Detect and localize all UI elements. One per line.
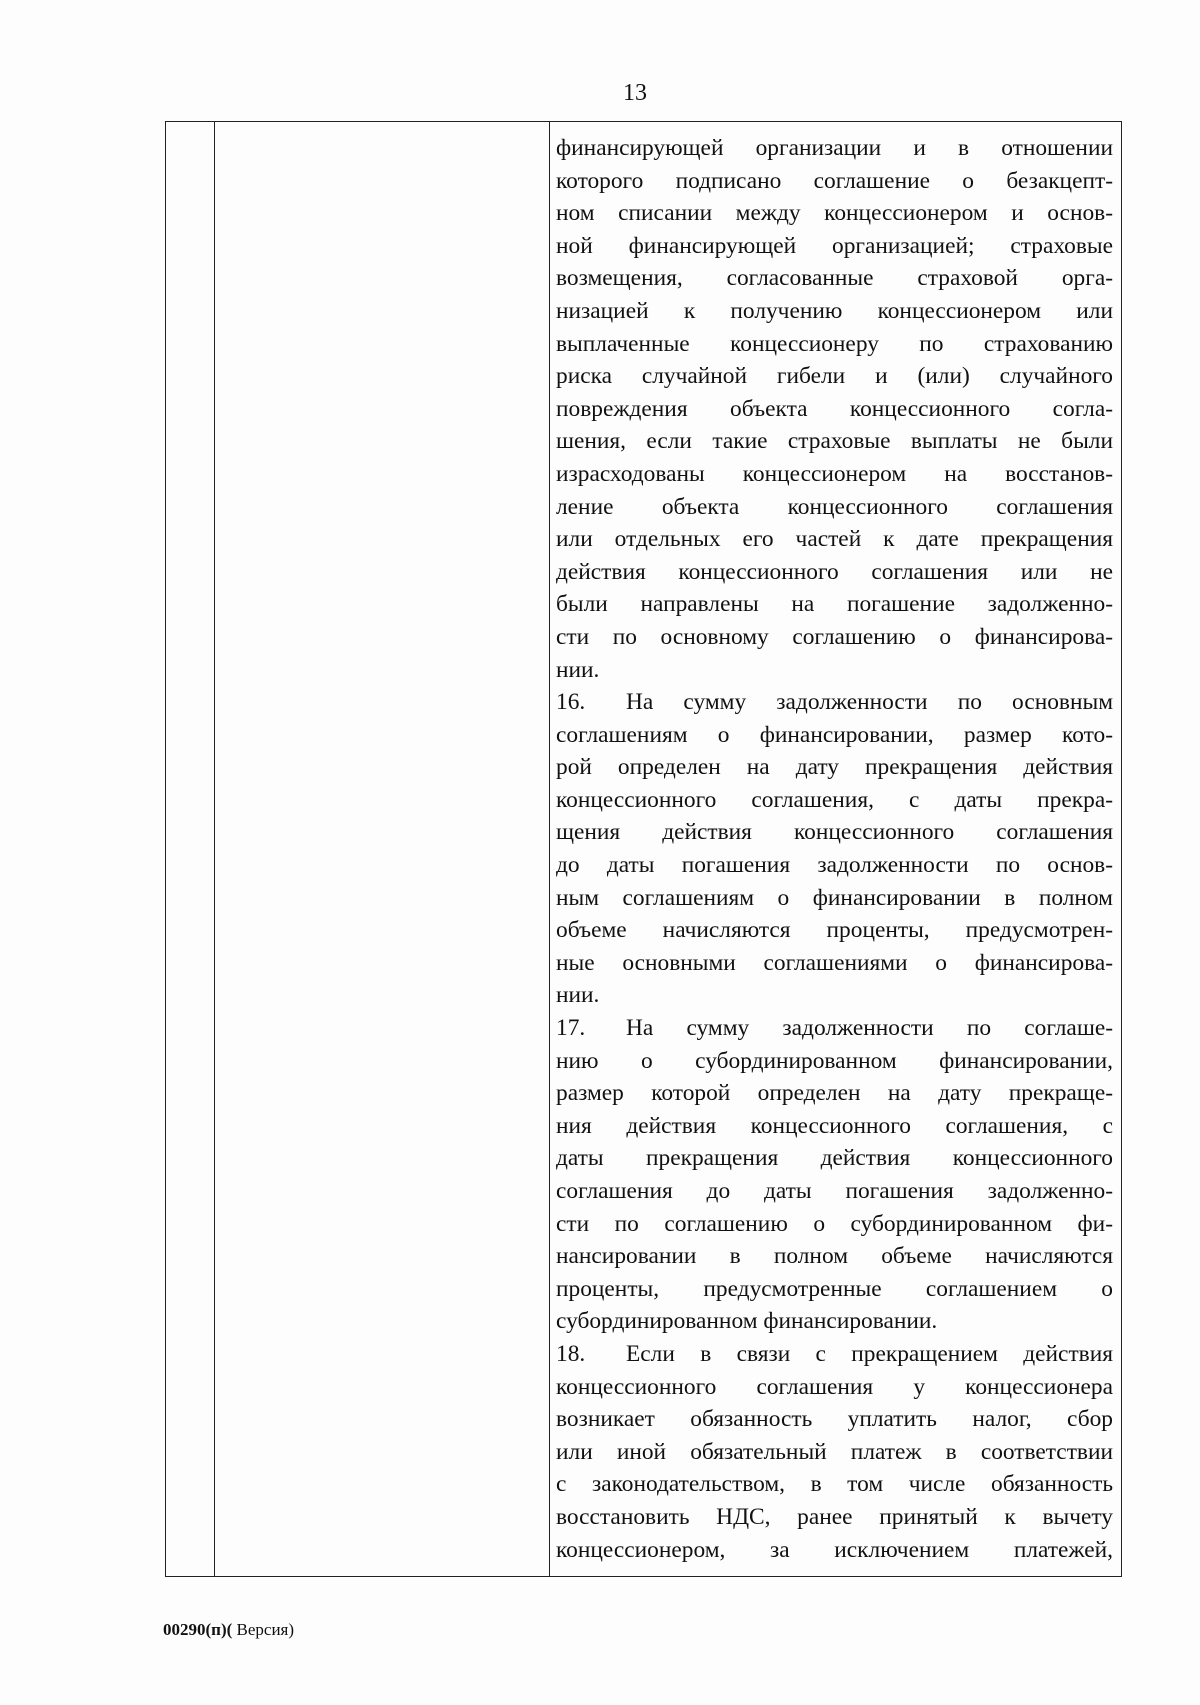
text-line: субординированном финансировании. — [556, 1308, 938, 1335]
text-line: действия концессионного соглашения или не — [556, 558, 1113, 585]
text-line: соглашения до даты погашения задолженно- — [556, 1178, 1113, 1204]
paragraph-text: На сумму задолженности по соглаше- — [626, 1015, 1113, 1042]
text-line: сти по соглашению о субординированном фи- — [556, 1210, 1113, 1237]
text-line: ния действия концессионного соглашения, с — [556, 1112, 1113, 1139]
text-line: рой определен на дату прекращения действия — [556, 754, 1113, 781]
text-line: ление объекта концессионного соглашения — [556, 493, 1113, 520]
text-line: нии. — [556, 982, 600, 1009]
column-divider — [214, 122, 215, 1576]
paragraph-number: 18. — [556, 1340, 586, 1367]
column-divider — [549, 122, 550, 1576]
text-line: ном списании между концессионером и основ- — [556, 200, 1113, 227]
text-line: повреждения объекта концессионного согла- — [556, 395, 1113, 422]
text-line: проценты, предусмотренные соглашением о — [556, 1275, 1113, 1302]
text-line: концессионером, за исключением платежей, — [556, 1536, 1113, 1563]
document-version-code — [163, 1620, 294, 1640]
version-label: Версия) — [232, 1620, 295, 1639]
text-line: нансировании в полном объеме начисляются — [556, 1243, 1113, 1270]
document-table — [165, 121, 1122, 1577]
text-line: финансирующей организации и в отношении — [556, 135, 1113, 161]
text-line: нию о субординированном финансировании, — [556, 1047, 1113, 1074]
text-line: возмещения, согласованные страховой орга- — [556, 265, 1113, 292]
text-line: нии. — [556, 656, 600, 683]
document-code: 00290(п)( — [163, 1620, 233, 1639]
text-line: выплаченные концессионеру по страхованию — [556, 330, 1113, 357]
text-line: риска случайной гибели и (или) случайного — [556, 363, 1113, 390]
text-line: размер которой определен на дату прекраще- — [556, 1080, 1113, 1107]
text-line: даты прекращения действия концессионного — [556, 1145, 1113, 1172]
text-line: или иной обязательный платеж в соответствии — [556, 1438, 1113, 1465]
text-line: были направлены на погашение задолженно- — [556, 591, 1113, 618]
text-line: с законодательством, в том числе обязанность — [556, 1471, 1113, 1498]
page-number: 13 — [623, 80, 647, 106]
text-line: низацией к получению концессионером или — [556, 297, 1113, 324]
paragraph-text: Если в связи с прекращением действия — [626, 1340, 1113, 1367]
text-line: соглашениям о финансировании, размер кото- — [556, 721, 1113, 748]
text-cell — [556, 132, 1113, 1566]
text-line: возникает обязанность уплатить налог, сбор — [556, 1406, 1113, 1433]
paragraph-number: 16. — [556, 689, 586, 716]
text-line: сти по основному соглашению о финансирова- — [556, 623, 1113, 650]
text-line: восстановить НДС, ранее принятый к вычету — [556, 1503, 1113, 1530]
paragraph-18-first-line — [556, 1338, 1113, 1371]
text-line: шения, если такие страховые выплаты не были — [556, 428, 1113, 455]
text-line: израсходованы концессионером на восстанов- — [556, 460, 1113, 487]
text-line: концессионного соглашения, с даты прекра- — [556, 786, 1113, 813]
text-line: ной финансирующей организацией; страховые — [556, 232, 1113, 259]
text-line: или отдельных его частей к дате прекращения — [556, 526, 1113, 553]
text-line: которого подписано соглашение о безакцепт- — [556, 167, 1113, 194]
paragraph-16-first-line — [556, 686, 1113, 719]
paragraph-text: На сумму задолженности по основным — [626, 689, 1113, 716]
text-line: ные основными соглашениями о финансирова- — [556, 949, 1113, 976]
text-line: концессионного соглашения у концессионера — [556, 1373, 1113, 1400]
paragraph-number: 17. — [556, 1015, 586, 1042]
text-line: ным соглашениям о финансировании в полном — [556, 884, 1113, 911]
paragraph-17-first-line — [556, 1012, 1113, 1045]
text-line: щения действия концессионного соглашения — [556, 819, 1113, 846]
text-line: до даты погашения задолженности по основ- — [556, 852, 1113, 879]
text-line: объеме начисляются проценты, предусмотрен- — [556, 917, 1113, 944]
